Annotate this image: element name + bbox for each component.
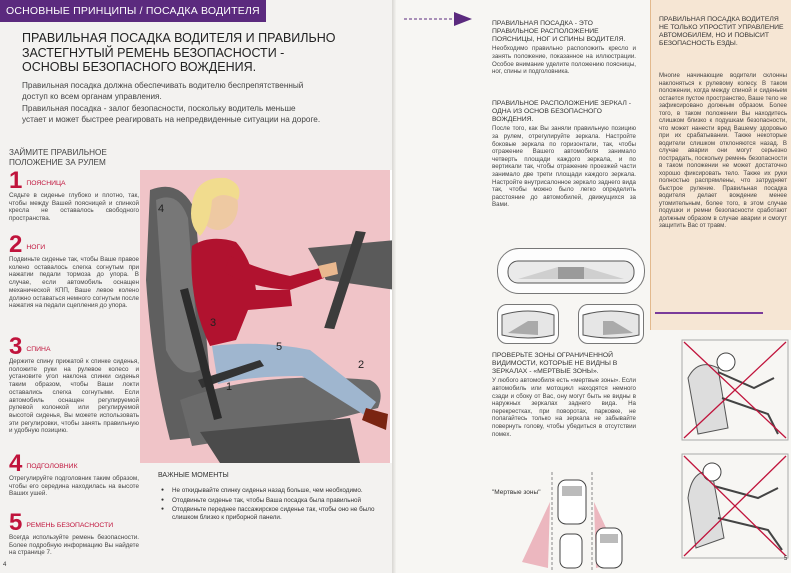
- step-seatbelt: 5 РЕМЕНЬ БЕЗОПАСНОСТИ Всегда используйте ремень безопасности. Более подробную информацию Вы найдете на странице 7.: [9, 509, 139, 557]
- label-1: 1: [226, 381, 233, 393]
- list-item: ● Отодвиньте сиденье так, чтобы Ваша посадка была правильной: [158, 497, 388, 505]
- list-item: ● Отодвиньте переднее пассажирское сиденье так, чтобы оно не было слишком близко к приборной панели.: [158, 506, 388, 522]
- step-back: 3 СПИНА Держите спину прижатой к спинке сиденья, положите руки на рулевое колесо и установите угол наклона спинки сиденья таким образом, чтобы Ваши локти оставались слегка согнутыми. Если автомобиль оснащен регулируемой рулевой колонкой или регулируемой высотой сиденья, Вы можете использовать эти регулировки, чтобы занять правильную и удобную позицию.: [9, 333, 139, 435]
- label-2: 2: [358, 359, 365, 371]
- seating-section: ПРАВИЛЬНАЯ ПОСАДКА - ЭТО ПРАВИЛЬНОЕ РАСПОЛОЖЕНИЕ ПОЯСНИЦЫ, НОГ И СПИНЫ ВОДИТЕЛЯ. Необходимо правильно расположить кресло и занять положение, показанное на иллюстрации. Особое внимание уделите положению поясницы, ног, спины и подголовника.: [492, 20, 636, 76]
- label-3: 3: [210, 317, 217, 329]
- step-waist: 1 ПОЯСНИЦА Сядьте в сиденье глубоко и плотно, так, чтобы между Вашей поясницей и спинкой кресла не оставалось свободного пространства.: [9, 167, 139, 223]
- page-title: ПРАВИЛЬНАЯ ПОСАДКА ВОДИТЕЛЯ И ПРАВИЛЬНО ЗАСТЕГНУТЫЙ РЕМЕНЬ БЕЗОПАСНОСТИ - ОСНОВЫ БЕЗОПАСНОГО ВОЖДЕНИЯ.: [22, 31, 336, 74]
- step-headrest: 4 ПОДГОЛОВНИК Отрегулируйте подголовник таким образом, чтобы его середина находилась на высоте Ваших ушей.: [9, 450, 139, 498]
- wrong-posture-sketches: [678, 338, 791, 563]
- rear-mirror-illustration: [497, 248, 645, 294]
- right-mirror-illustration: [578, 304, 644, 344]
- section-header: ОСНОВНЫЕ ПРИНЦИПЫ / ПОСАДКА ВОДИТЕЛЯ: [0, 0, 266, 22]
- mirrors-section: ПРАВИЛЬНОЕ РАСПОЛОЖЕНИЕ ЗЕРКАЛ - ОДНА ИЗ ОСНОВ БЕЗОПАСНОГО ВОЖДЕНИЯ. После того, как Вы заняли правильную позицию за рулем, отрегулируйте зеркала. Настройте боковые зеркала по горизонтали, так, чтобы отражение Вашего автомобиля занимало четверть площади каждого зеркала, и по вертикали так, чтобы отражение проезжей части занимало две трети площади каждого зеркала. Настройте внутрисалонное зеркало заднего вида так, чтобы можно было легко определить расстояние до автомобилей, движущихся за Вами.: [492, 100, 636, 209]
- blind-zones-section: ПРОВЕРЬТЕ ЗОНЫ ОГРАНИЧЕННОЙ ВИДИМОСТИ, КОТОРЫЕ НЕ ВИДНЫ В ЗЕРКАЛАХ - «МЕРТВЫЕ ЗОНЫ». У любого автомобиля есть «мертвые зоны». Если автомобиль или мотоцикл находятся немного сзади и сбоку от Вас, ону могут быть не видны в наружных зеркалах заднего вида. На перекрестках, при поворотах, парковке, не полагайтесь только на зеркала не забывайте повернуть голову, чтобы убедиться в отсутствии помех.: [492, 352, 636, 438]
- left-mirror-illustration: [497, 304, 559, 344]
- driver-seating-illustration: [140, 170, 396, 463]
- page-number-right: 5: [784, 556, 788, 562]
- blind-zone-label: "Мертвые зоны": [492, 489, 541, 496]
- blind-zone-diagram: [492, 472, 642, 572]
- label-5: 5: [276, 341, 283, 353]
- side-mirror-right-icon: [579, 305, 643, 343]
- rearview-mirror-icon: [498, 249, 644, 293]
- position-heading: ЗАЙМИТЕ ПРАВИЛЬНОЕ ПОЛОЖЕНИЕ ЗА РУЛЕМ: [9, 148, 107, 167]
- step-legs: 2 НОГИ Подвиньте сиденье так, чтобы Ваше правое колено оставалось слегка согнутым при нажатии педали тормоза до упора. В случае, если автомобиль оснащен механической КПП, Ваше левое колено должно оставаться немного согнутым после нажатия на педали сцепления до упора.: [9, 231, 139, 310]
- driver-figure-icon: [140, 170, 396, 463]
- panel-divider: [655, 312, 763, 314]
- intro-text: Правильная посадка должна обеспечивать водителю беспрепятственный доступ ко всем органам управления. Правильная посадка - залог безопасности, поскольку водитель меньше устает и может быстрее реагировать на непредвиденные ситуации на дороге.: [22, 81, 321, 124]
- list-item: ● Не откидывайте спинку сиденья назад больше, чем необходимо.: [158, 487, 388, 495]
- label-4: 4: [158, 203, 165, 215]
- sidebar-panel: ПРАВИЛЬНАЯ ПОСАДКА ВОДИТЕЛЯ НЕ ТОЛЬКО УПРОСТИТ УПРАВЛЕНИЕ АВТОМОБИЛЕМ, НО И ПОВЫСИТ БЕЗОПАСНОСТЬ ЕЗДЫ. Многие начинающие водители склонны наклоняться к рулевому колесу. В таком положении, когда между спиной и сиденьем остается пустое пространство, Ваше тело не зафиксировано должным образом. Более того, в таком положении Вы находитесь слишком близко к подушкам безопасности, что может нанести вред Вашему здоровью при их срабатывании. Также некоторые водители слишком отклоняются назад. В случае аварии они могут серьезно пострадать, поскольку ремень безопасности в таком положении не может достаточно хорошо фиксировать тело. Также их руки полностью распрямлены, что затрудняет быстрое руление. Правильная посадка водителя делает вождение менее утомительным, более того, в этом случае подушки и ремни безопасности сработают должным образом в случае аварии и смогут защитить Вас от травм.: [650, 0, 791, 330]
- side-mirror-left-icon: [498, 305, 558, 343]
- page-number-left: 4: [3, 562, 7, 568]
- important-notes: ВАЖНЫЕ МОМЕНТЫ ● Не откидывайте спинку сиденья назад больше, чем необходимо. ● Отодвиньте сиденье так, чтобы Ваша посадка была правильной ● Отодвиньте переднее пассажирское сиденье так, чтобы оно не было слишком близко к приборной панели.: [158, 472, 388, 524]
- arrow-right-icon: [404, 12, 472, 26]
